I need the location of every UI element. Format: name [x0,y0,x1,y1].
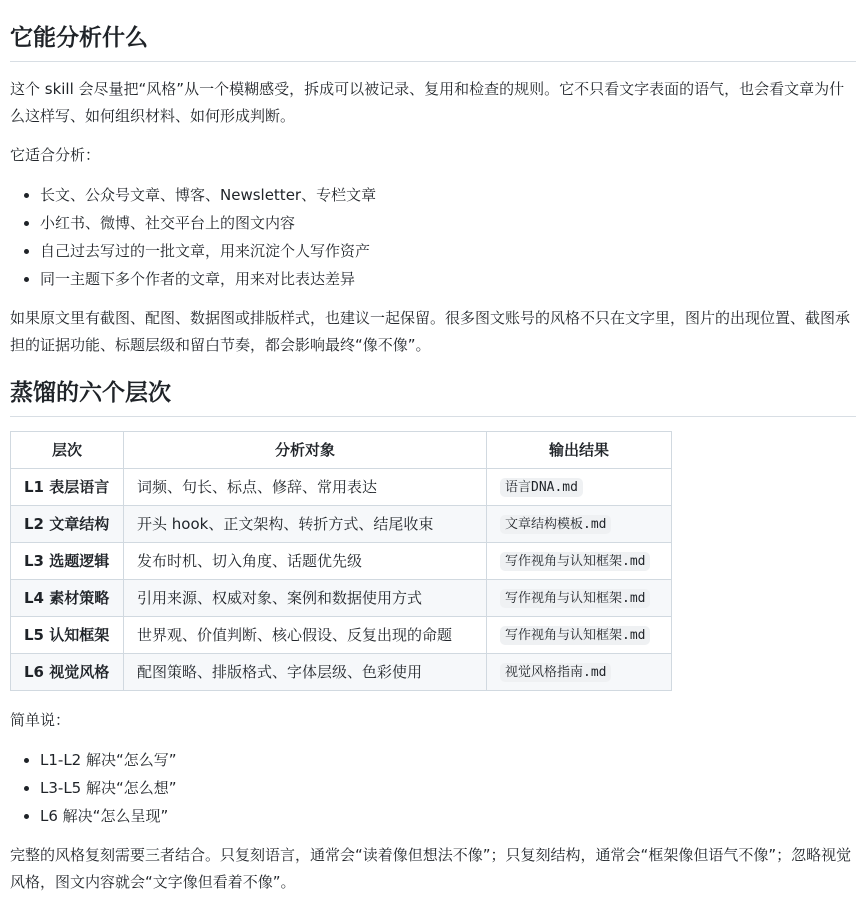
list-item: • 自己过去写过的一批文章，用来沉淀个人写作资产 [40,237,856,265]
list-item: • L6 解决“怎么呈现” [40,802,856,830]
table-row [11,469,672,506]
list-item: • 小红书、微博、社交平台上的图文内容 [40,209,856,237]
levels-table [10,431,672,691]
section-heading-levels: 蒸馏的六个层次 [10,377,856,417]
cell-output [487,506,672,543]
table-row [11,506,672,543]
conclusion-paragraph: 完整的风格复刻需要三者结合。只复刻语言，通常会“读着像但想法不像”；只复刻结构，通常会“框架像但语气不像”；忽略视觉风格，图文内容就会“文字像但看着不像”。 [10,846,852,891]
cell-target: 开头 hook、正文架构、转折方式、结尾收束 [124,506,487,543]
cell-level: L6 视觉风格 [11,654,124,691]
note-paragraph: 如果原文里有截图、配图、数据图或排版样式，也建议一起保留。很多图文账号的风格不只在文字里，图片的出现位置、截图承担的证据功能、标题层级和留白节奏，都会影响最终“像不像”。 [10,309,851,354]
intro-paragraph: 这个 skill 会尽量把“风格”从一个模糊感受，拆成可以被记录、复用和检查的规则。它不只看文字表面的语气，也会看文章为什么这样写、如何组织材料、如何形成判断。 [10,80,845,125]
output-filename: 视觉风格指南.md [500,663,611,682]
summary-list [10,746,856,830]
cell-output [487,543,672,580]
cell-target: 引用来源、权威对象、案例和数据使用方式 [124,580,487,617]
header-output: 输出结果 [487,432,672,469]
list-item: • 同一主题下多个作者的文章，用来对比表达差异 [40,265,856,293]
cell-target: 发布时机、切入角度、话题优先级 [124,543,487,580]
cell-output [487,580,672,617]
summary-label: 简单说： [10,711,71,729]
table-row [11,617,672,654]
table-row [11,654,672,691]
list-item: • L1-L2 解决“怎么写” [40,746,856,774]
cell-level: L5 认知框架 [11,617,124,654]
cell-output [487,617,672,654]
section-heading-analysis: 它能分析什么 [10,22,856,62]
table-row [11,580,672,617]
suitable-list [10,181,856,293]
output-filename: 写作视角与认知框架.md [500,552,650,571]
output-filename: 语言DNA.md [500,478,583,497]
header-target: 分析对象 [124,432,487,469]
list-item: • L3-L5 解决“怎么想” [40,774,856,802]
list-item: • 长文、公众号文章、博客、Newsletter、专栏文章 [40,181,856,209]
cell-target: 配图策略、排版格式、字体层级、色彩使用 [124,654,487,691]
suitable-label: 它适合分析： [10,146,101,164]
table-row [11,543,672,580]
cell-target: 世界观、价值判断、核心假设、反复出现的命题 [124,617,487,654]
cell-output [487,654,672,691]
table-header-row [11,432,672,469]
cell-output [487,469,672,506]
cell-level: L1 表层语言 [11,469,124,506]
cell-target: 词频、句长、标点、修辞、常用表达 [124,469,487,506]
header-level: 层次 [11,432,124,469]
output-filename: 写作视角与认知框架.md [500,589,650,608]
cell-level: L4 素材策略 [11,580,124,617]
cell-level: L2 文章结构 [11,506,124,543]
output-filename: 文章结构模板.md [500,515,611,534]
output-filename: 写作视角与认知框架.md [500,626,650,645]
cell-level: L3 选题逻辑 [11,543,124,580]
